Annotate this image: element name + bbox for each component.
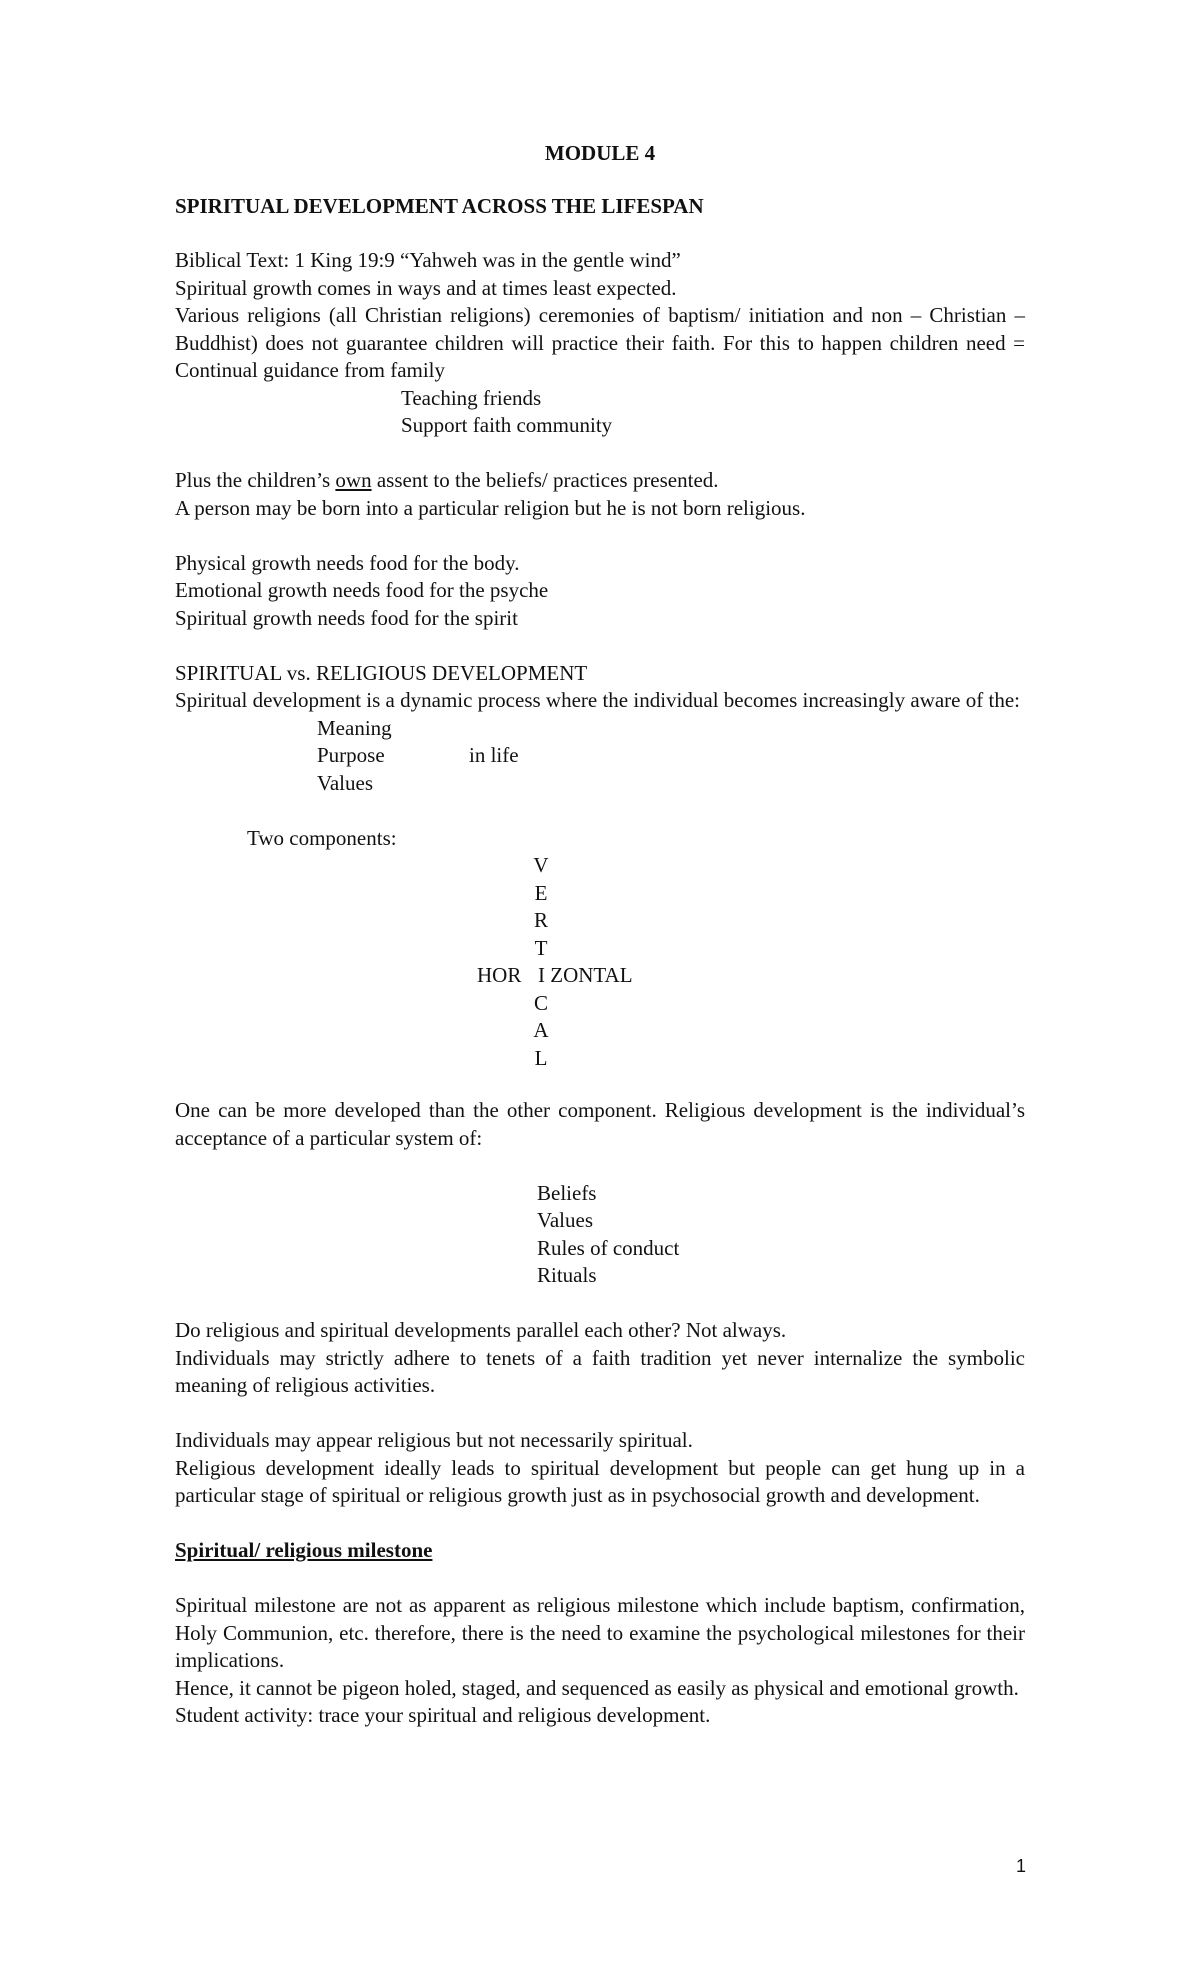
spiritual-vs-heading: SPIRITUAL vs. RELIGIOUS DEVELOPMENT xyxy=(175,660,588,685)
aspect-meaning: Meaning xyxy=(317,715,392,740)
born-line: A person may be born into a particular religion but he is not born religious. xyxy=(175,495,806,520)
parallel-question: Do religious and spiritual developments parallel each other? Not always. xyxy=(175,1318,787,1342)
page-content xyxy=(175,140,1025,1730)
in-life-label: in life xyxy=(469,743,519,767)
assent-before: Plus the children’s xyxy=(175,468,336,492)
spiritual-definition: Spiritual development is a dynamic process where the individual becomes increasingly aware of the: xyxy=(175,688,1020,712)
vertical-letter: C xyxy=(533,990,548,1015)
vertical-letter: R xyxy=(533,908,548,932)
system-item: Values xyxy=(537,1208,593,1232)
growth-need-line: Spiritual growth needs food for the spirit xyxy=(175,605,518,630)
milestone-paragraph-2: Hence, it cannot be pigeon holed, staged, and sequenced as easily as physical and emotional growth. xyxy=(175,1675,1019,1700)
religions-paragraph: Various religions (all Christian religions) ceremonies of baptism/ initiation and non – Christian – Buddhist) does not guarantee children will practice their faith. For this to happen children need = Continual guidance from family xyxy=(175,303,1025,382)
assent-underlined: own xyxy=(335,468,372,492)
religious-development-paragraph: One can be more developed than the other component. Religious development is the individual’s acceptance of a particular system of: xyxy=(175,1098,1025,1150)
vertical-horizontal-cross xyxy=(175,852,1025,1072)
horizontal-left: HOR xyxy=(477,963,522,987)
page-number: 1 xyxy=(1016,1856,1027,1876)
vertical-letter: A xyxy=(533,1018,549,1042)
assent-line xyxy=(175,467,1025,495)
document-heading: SPIRITUAL DEVELOPMENT ACROSS THE LIFESPAN xyxy=(175,193,704,218)
vertical-letter: E xyxy=(534,880,548,905)
two-components-label: Two components: xyxy=(247,825,397,850)
vertical-letter: L xyxy=(534,1045,548,1070)
vertical-letter: V xyxy=(533,853,549,877)
milestone-heading: Spiritual/ religious milestone xyxy=(175,1538,433,1562)
assent-after: assent to the beliefs/ practices presented. xyxy=(371,468,719,492)
biblical-text: Biblical Text: 1 King 19:9 “Yahweh was in the gentle wind” xyxy=(175,248,681,272)
system-item: Beliefs xyxy=(537,1180,597,1205)
growth-need-line: Emotional growth needs food for the psyche xyxy=(175,578,549,602)
horizontal-right: I ZONTAL xyxy=(538,963,633,987)
aspect-values: Values xyxy=(317,770,373,795)
aspect-purpose: Purpose in life xyxy=(175,742,1025,770)
growth-line: Spiritual growth comes in ways and at times least expected. xyxy=(175,275,677,300)
system-item: Rituals xyxy=(537,1263,597,1287)
system-item: Rules of conduct xyxy=(537,1235,680,1260)
need-item: Support faith community xyxy=(401,413,613,437)
module-title: MODULE 4 xyxy=(544,141,656,165)
vertical-letter: T xyxy=(534,935,548,960)
growth-need-line: Physical growth needs food for the body. xyxy=(175,550,520,575)
milestone-paragraph-1: Spiritual milestone are not as apparent as religious milestone which include baptism, confirmation, Holy Communion, etc. therefore, there is the need to examine the psychological milestones for their implications. xyxy=(175,1593,1025,1672)
student-activity: Student activity: trace your spiritual and religious development. xyxy=(175,1703,711,1727)
need-item: Teaching friends xyxy=(401,385,542,410)
adhere-paragraph: Individuals may strictly adhere to tenets of a faith tradition yet never internalize the symbolic meaning of religious activities. xyxy=(175,1345,1025,1397)
ideally-paragraph: Religious development ideally leads to spiritual development but people can get hung up in a particular stage of spiritual or religious growth just as in psychosocial growth and development. xyxy=(175,1455,1025,1507)
appear-line: Individuals may appear religious but not necessarily spiritual. xyxy=(175,1428,693,1452)
